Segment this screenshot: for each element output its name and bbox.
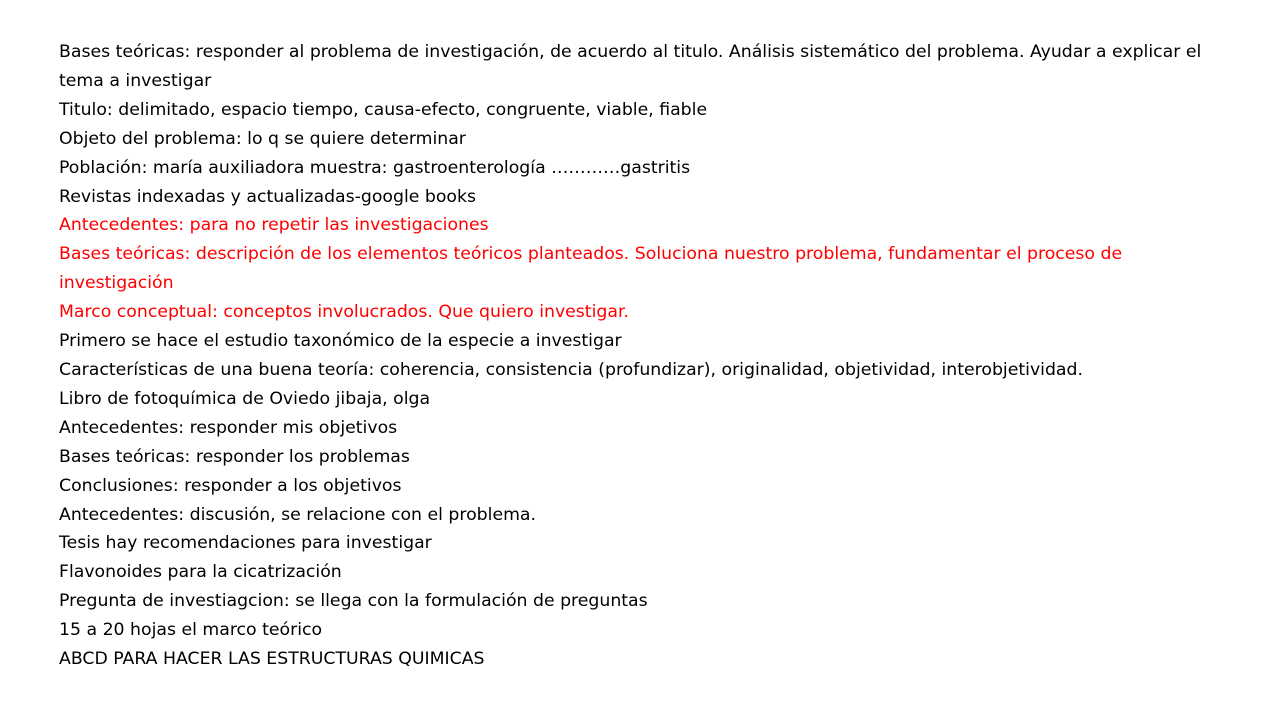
note-line: Tesis hay recomendaciones para investigar xyxy=(59,533,432,554)
note-line: Antecedentes: responder mis objetivos xyxy=(59,417,398,438)
note-line-highlighted: Antecedentes: para no repetir las investigaciones xyxy=(59,215,489,236)
note-line: Bases teóricas: responder al problema de investigación, de acuerdo al titulo. Análisis sistemático del problema. Ayudar a explicar el tema a investigar xyxy=(59,42,1202,91)
note-line: Bases teóricas: responder los problemas xyxy=(59,446,410,467)
note-line: Conclusiones: responder a los objetivos xyxy=(59,475,402,496)
note-line: Objeto del problema: lo q se quiere determinar xyxy=(59,128,466,149)
note-line: Primero se hace el estudio taxonómico de la especie a investigar xyxy=(59,331,622,352)
note-line: Características de una buena teoría: coherencia, consistencia (profundizar), originalidad, objetividad, interobjetividad. xyxy=(59,359,1083,380)
note-line: ABCD PARA HACER LAS ESTRUCTURAS QUIMICAS xyxy=(59,649,485,670)
note-line: Revistas indexadas y actualizadas-google books xyxy=(59,186,477,207)
notes-list xyxy=(59,38,1239,674)
note-line-highlighted: Marco conceptual: conceptos involucrados. Que quiero investigar. xyxy=(59,302,629,323)
note-line-highlighted: Bases teóricas: descripción de los elementos teóricos planteados. Soluciona nuestro problema, fundamentar el proceso de investigación xyxy=(59,244,1123,294)
note-line: Antecedentes: discusión, se relacione con el problema. xyxy=(59,504,537,525)
note-line: Pregunta de investiagcion: se llega con la formulación de preguntas xyxy=(59,591,648,612)
note-line: Flavonoides para la cicatrización xyxy=(59,562,342,583)
note-line: Titulo: delimitado, espacio tiempo, causa-efecto, congruente, viable, fiable xyxy=(59,99,708,120)
note-line: 15 a 20 hojas el marco teórico xyxy=(59,620,323,641)
note-line: Libro de fotoquímica de Oviedo jibaja, olga xyxy=(59,388,431,409)
note-line: Población: maría auxiliadora muestra: gastroenterología …………gastritis xyxy=(59,157,691,178)
